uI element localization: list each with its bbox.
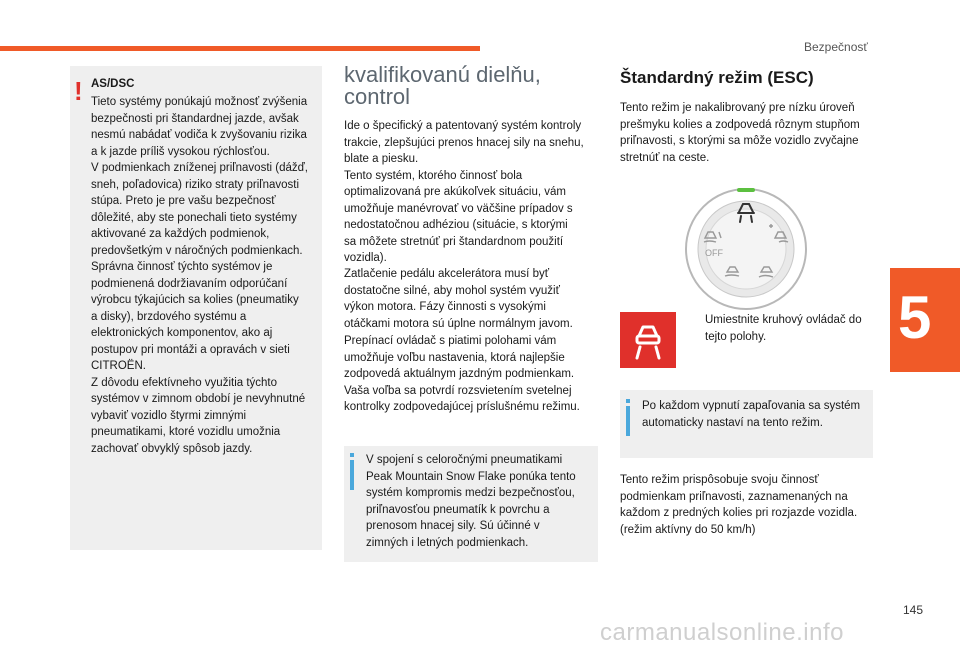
- text-line: V spojení s celoročnými pneumatikami: [366, 454, 563, 466]
- chapter-number: 5: [898, 284, 932, 351]
- text-line: stretnúť na ceste.: [620, 151, 710, 164]
- text-line: bezpečnosti pri štandardnej jazde, avšak: [91, 112, 299, 125]
- text-line: prešmyku kolies a zodpovedá rôznym stupňom: [620, 118, 860, 131]
- warning-text: [91, 94, 321, 457]
- text-line: stúpa. Preto je pre vašu bezpečnosť: [91, 195, 276, 207]
- text-line: a disky), brzdového systému a: [91, 310, 247, 323]
- text-line: kontrolky zodpovedajúcej príslušnému režimu.: [344, 401, 580, 413]
- text-line: dôležité, aby ste ponechali tieto systémy: [91, 211, 297, 224]
- column2-paragraph-1: [344, 118, 584, 267]
- text-line: priľnavosťou pneumatík k povrchu a: [366, 503, 550, 516]
- text-line: aktivované za každých podmienok,: [91, 228, 270, 240]
- text-line: Tento režim je nakalibrovaný pre nízku úroveň: [620, 102, 855, 114]
- column2-paragraph-2: [344, 266, 584, 332]
- text-line: Zatlačenie pedálu akcelerátora musí byť: [344, 268, 550, 280]
- text-line: otáčkami motora sú úplne normálnym javom.: [344, 317, 573, 330]
- column2-heading: [344, 64, 584, 108]
- text-line: Z dôvodu efektívneho využitia týchto: [91, 376, 278, 389]
- info-text: [642, 398, 868, 431]
- text-line: trakcie, zlepšujúci prenos hnacej sily na snehu,: [344, 136, 584, 149]
- text-line: každom z predných kolies pri rozjazde vozidla.: [620, 507, 858, 519]
- text-line: zodpovedá aktuálnym jazdným podmienkam.: [344, 368, 575, 380]
- text-line: vybaviť vozidlo štyrmi zimnými: [91, 409, 247, 422]
- text-line: nesmú nabádať vodiča k zvyšovaniu rizika: [91, 129, 307, 141]
- info-text: [366, 452, 594, 551]
- text-line: nedostatočnou adhéziou (situácie, s ktorými: [344, 219, 568, 231]
- column2-paragraph-3: [344, 333, 584, 416]
- text-line: pneumatikami, ktoré vozidlu umožnia: [91, 426, 281, 438]
- text-line: zimných i letných podmienkach.: [366, 536, 529, 549]
- column3-info-box: [620, 390, 873, 458]
- text-line: predovšetkým v náročných podmienkach.: [91, 244, 303, 257]
- text-line: podmienkam priľnavosti, zaznamenaných na: [620, 490, 848, 503]
- text-line: Tento systém, ktorého činnosť bola: [344, 169, 523, 182]
- text-line: postupov pri montáži a opravách v sieti: [91, 343, 290, 356]
- text-line: Tieto systémy ponúkajú možnosť zvýšenia: [91, 96, 308, 108]
- text-line: Prepínací ovládač s piatimi polohami vám: [344, 335, 557, 347]
- column2-info-box: [344, 446, 598, 562]
- text-line: Vaša voľba sa potvrdí rozsvietením svetelnej: [344, 384, 572, 397]
- text-line: zachovať obvyklý spôsob jazdy.: [91, 442, 253, 455]
- text-line: blate a piesku.: [344, 153, 419, 165]
- text-line: dostatočne silné, aby mohol systém využiť: [344, 284, 560, 297]
- text-line: optimalizovaná pre akúkoľvek situáciu, vám: [344, 186, 566, 198]
- text-line: sneh, poľadovica) riziko straty priľnavosti: [91, 178, 300, 191]
- warning-box: [70, 66, 322, 550]
- bullet-instruction: [685, 312, 875, 345]
- text-line: umožňuje voľbu nastavenia, ktorá najlepšie: [344, 351, 565, 364]
- heading-line: kvalifikovanú dielňu,: [344, 62, 541, 87]
- text-line: V podmienkach zníženej priľnavosti (dážď,: [91, 162, 308, 174]
- text-line: Peak Mountain Snow Flake ponúka tento: [366, 470, 576, 483]
- page-number: 145: [903, 603, 924, 617]
- text-line: automaticky nastaví na tento režim.: [642, 416, 823, 429]
- grip-control-dial-icon: [683, 186, 809, 312]
- chapter-tab: [890, 268, 960, 372]
- text-line: podmienená dodržiavaním odporúčaní: [91, 277, 288, 290]
- text-line: výkon motora. Fázy činnosti s vysokými: [344, 301, 546, 313]
- watermark: carmanualsonline.info: [600, 619, 844, 646]
- esc-mode-icon: [620, 312, 676, 368]
- text-line: výrobcu týkajúcich sa kolies (pneumatiky: [91, 294, 299, 306]
- text-line: sa môžete stretnúť pri štandardnom použití: [344, 235, 564, 248]
- warning-icon: !: [74, 76, 83, 106]
- column3-paragraph-2: [620, 472, 870, 538]
- text-line: Správna činnosť týchto systémov je: [91, 261, 273, 273]
- text-line: elektronických komponentov, ako aj: [91, 327, 273, 339]
- info-icon: [350, 460, 354, 490]
- text-line: Po každom vypnutí zapaľovania sa systém: [642, 400, 861, 412]
- text-line: Umiestnite kruhový ovládač do: [705, 314, 862, 326]
- header-accent-bar: [0, 46, 480, 51]
- text-line: prenosom hnacej sily. Sú účinné v: [366, 520, 540, 532]
- heading-line: control: [344, 84, 411, 109]
- text-line: priľnavosti, s ktorými sa môže vozidlo zvyčajne: [620, 135, 859, 147]
- text-line: Tento režim prispôsobuje svoju činnosť: [620, 474, 819, 486]
- text-line: tejto polohy.: [705, 330, 767, 343]
- text-line: (režim aktívny do 50 km/h): [620, 523, 756, 536]
- text-line: systémov v zimnom období je nevyhnutné: [91, 393, 306, 405]
- text-line: a k jazde príliš vysokou rýchlosťou.: [91, 145, 270, 158]
- warning-title: AS/DSC: [91, 78, 135, 90]
- column3-paragraph-1: [620, 100, 870, 166]
- text-line: umožňuje manévrovať vo väčšine prípadov s: [344, 202, 573, 215]
- dial-off-label: OFF: [705, 248, 723, 258]
- text-line: Ide o špecifický a patentovaný systém kontroly: [344, 120, 582, 132]
- text-line: vozidla).: [344, 252, 387, 264]
- column3-heading: Štandardný režim (ESC): [620, 68, 814, 87]
- text-line: CITROËN.: [91, 360, 146, 372]
- section-title: Bezpečnosť: [804, 40, 868, 54]
- info-icon: [626, 406, 630, 436]
- text-line: systém kompromis medzi bezpečnosťou,: [366, 487, 575, 499]
